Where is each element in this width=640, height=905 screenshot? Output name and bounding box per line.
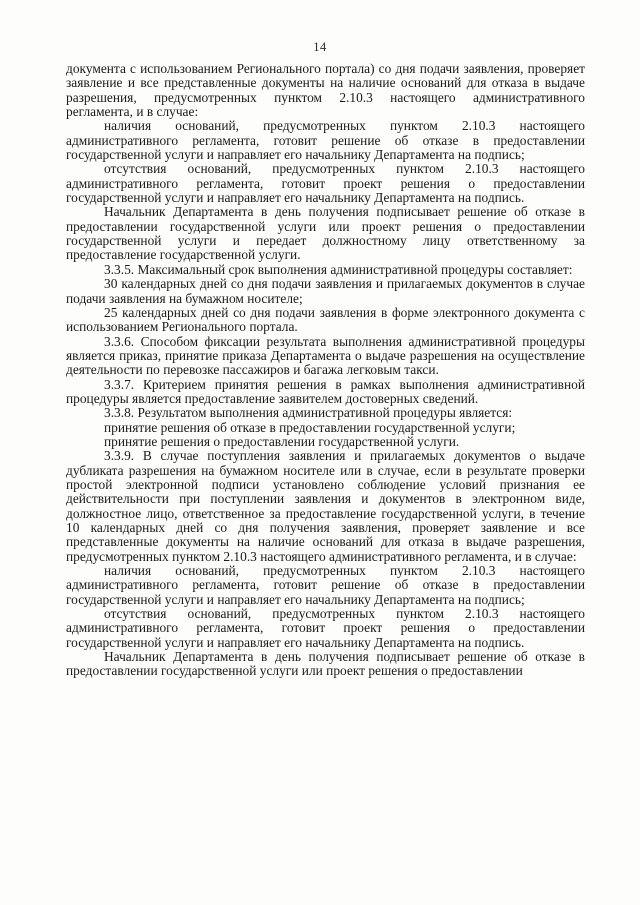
paragraph-grounds-present-2: наличия оснований, предусмотренных пунктом 2.10.3 настоящего административного регламента, готовит решение об отказе в предоставлении государственной услуги и направляет его начальнику Департамента на подпись; — [66, 563, 585, 607]
paragraph-result-refusal: принятие решения об отказе в предоставлении государственной услуги; — [104, 419, 516, 435]
paragraph-3-3-9: 3.3.9. В случае поступления заявления и прилагаемых документов о выдаче дубликата разрешения на бумажном носителе или в случае, если в результате проверки простой электронной подписи установлено соблюдение условий признания ее действительности при поступлении заявления и документов в электронном виде, должностное лицо, ответственное за предоставление государственной услуги, в течение 10 календарных дней со дня получения заявления, проверяет заявление и все представленные документы на наличие оснований для отказа в выдаче разрешения, предусмотренных пунктом 2.10.3 настоящего административного регламента, и в случае: — [66, 448, 585, 564]
paragraph-3-3-7: 3.3.7. Критерием принятия решения в рамках выполнения административной процедуры является предоставление заявителем достоверных сведений. — [66, 376, 585, 406]
paragraph-continuation: документа с использованием Регионального портала) со дня подачи заявления, проверяет заявление и все представленные документы на наличие оснований для отказа в выдаче разрешения, предусмотренных пунктом 2.10.3 настоящего административного регламента, и в случае: — [66, 61, 585, 120]
paragraph-3-3-5: 3.3.5. Максимальный срок выполнения административной процедуры составляет: — [104, 261, 573, 277]
paragraph-grounds-absent-2: отсутствия оснований, предусмотренных пунктом 2.10.3 настоящего административного регламента, готовит проект решения о предоставлении государственной услуги и направляет его начальнику Департамента на подпись. — [66, 606, 585, 650]
paragraph-grounds-absent: отсутствия оснований, предусмотренных пунктом 2.10.3 настоящего административного регламента, готовит проект решения о предоставлении государственной услуги и направляет его начальнику Департамента на подпись. — [66, 161, 585, 206]
paragraph-head-signs: Начальник Департамента в день получения подписывает решение об отказе в предоставлении государственной услуги или проект решения о предоставлении государственной услуги и передает должностному лицу ответственному за предоставление государственной услуги. — [66, 204, 585, 263]
paragraph-25-days: 25 календарных дней со дня подачи заявления в форме электронного документа с использованием Регионального портала. — [66, 304, 585, 335]
paragraph-result-grant: принятие решения о предоставлении государственной услуги. — [104, 433, 460, 449]
paragraph-3-3-6: 3.3.6. Способом фиксации результата выполнения административной процедуры является приказ, принятие приказа Департамента о выдаче разрешения на осуществление деятельности по перевозке пассажиров и багажа легковым такси. — [66, 333, 585, 378]
document-body — [66, 62, 585, 679]
paragraph-30-days: 30 календарных дней со дня подачи заявления и прилагаемых документов в случае подачи заявления на бумажном носителе; — [66, 276, 585, 306]
page-number: 14 — [313, 40, 327, 54]
paragraph-3-3-8: 3.3.8. Результатом выполнения административной процедуры является: — [104, 405, 513, 421]
paragraph-grounds-present: наличия оснований, предусмотренных пунктом 2.10.3 настоящего административного регламента, готовит решение об отказе в предоставлении государственной услуги и направляет его начальнику Департамента на подпись; — [66, 118, 585, 163]
paragraph-head-signs-2: Начальник Департамента в день получения подписывает решение об отказе в предоставлении государственной услуги или проект решения о предоставлении — [66, 649, 585, 679]
